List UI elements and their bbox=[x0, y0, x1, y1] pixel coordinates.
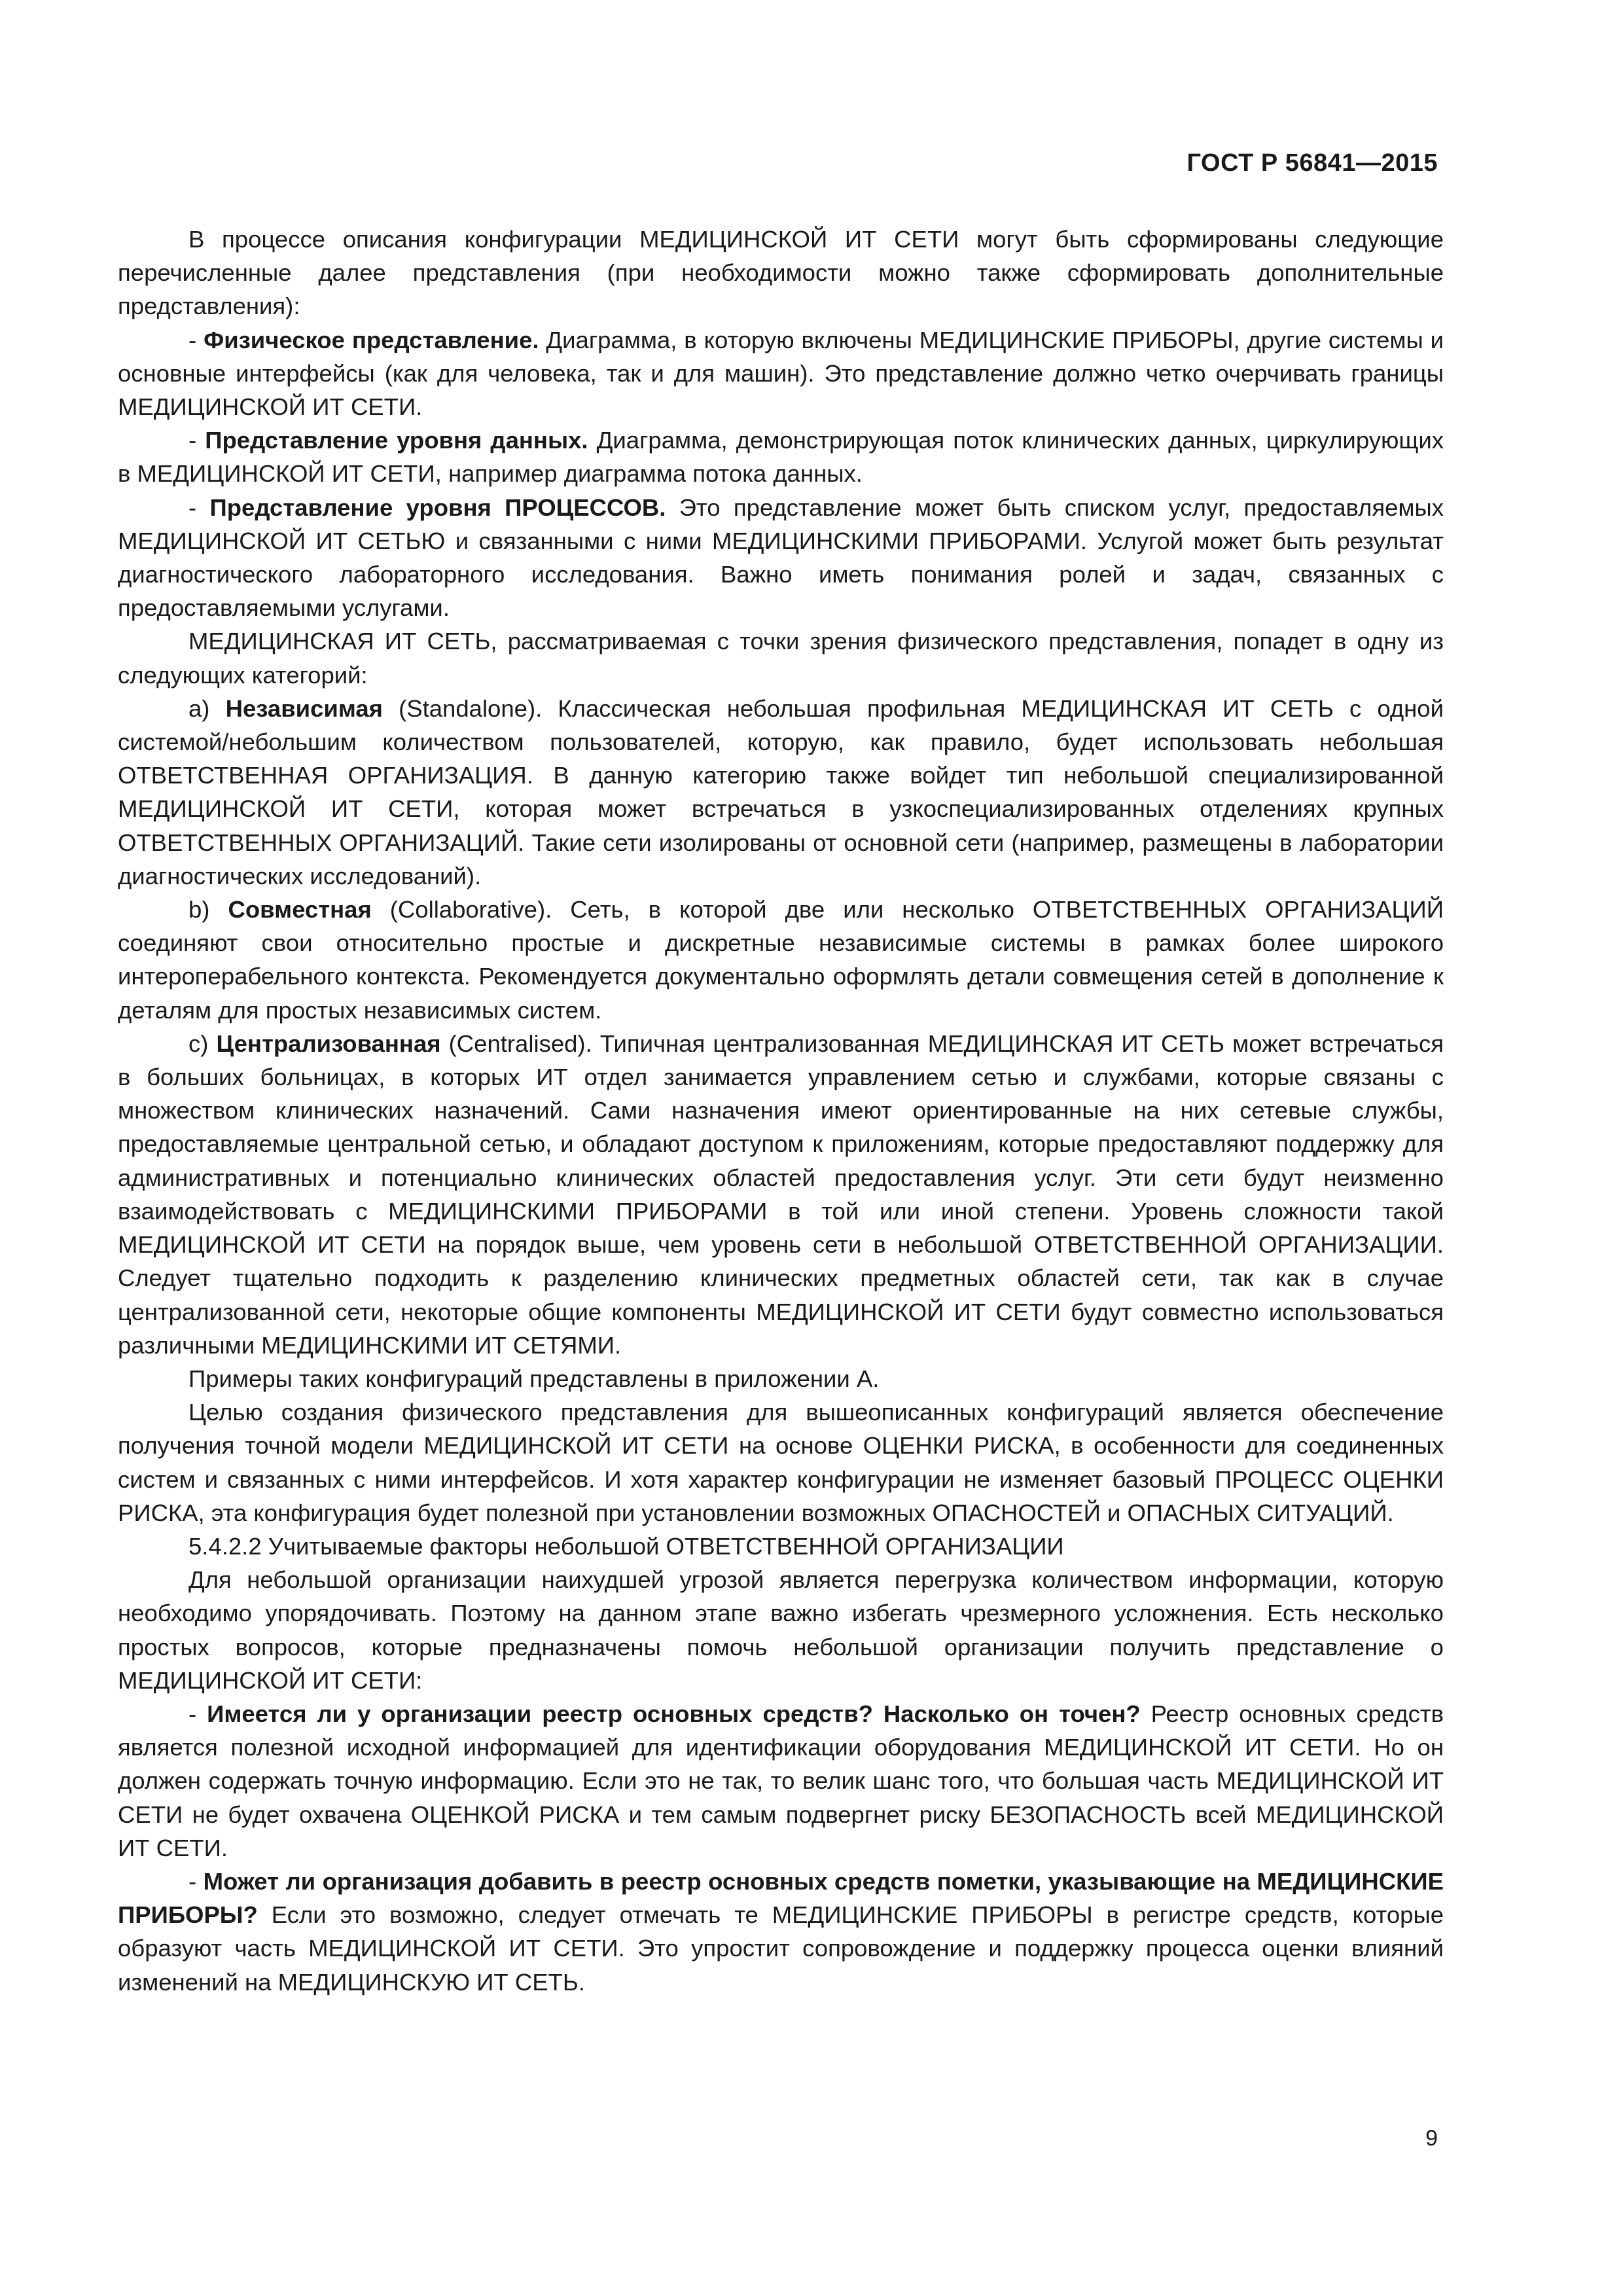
question-asset-register: - Имеется ли у организации реестр основных средств? Насколько он точен? Реестр основных средств является полезной исходной информацией для идентификации оборудования МЕДИЦИНСКОЙ ИТ СЕТИ. Но он должен содержать точную информацию. Если это не так, то велик шанс того, что большая часть МЕДИЦИНСКОЙ ИТ СЕТИ не будет охвачена ОЦЕНКОЙ РИСКА и тем самым подвергнет риску БЕЗОПАСНОСТЬ всей МЕДИЦИНСКОЙ ИТ СЕТИ. bbox=[118, 1700, 1444, 1861]
view-data-level: - Представление уровня данных. Диаграмма, демонстрирующая поток клинических данных, циркулирующих в МЕДИЦИНСКОЙ ИТ СЕТИ, например диаграмма потока данных. bbox=[118, 427, 1444, 488]
paragraph-categories-intro: МЕДИЦИНСКАЯ ИТ СЕТЬ, рассматриваемая с точки зрения физического представления, попадет в одну из следующих категорий: bbox=[118, 628, 1444, 689]
question-register-marks: - Может ли организация добавить в реестр основных средств пометки, указывающие на МЕДИЦИНСКИЕ ПРИБОРЫ? Если это возможно, следует отмечать те МЕДИЦИНСКИЕ ПРИБОРЫ в регистре средств, которые образуют часть МЕДИЦИНСКОЙ ИТ СЕТИ. Это упростит сопровождение и поддержку процесса оценки влияний изменений на МЕДИЦИНСКУЮ ИТ СЕТЬ. bbox=[118, 1867, 1444, 1996]
term-register-marks-question: Может ли организация добавить в реестр основных средств пометки, указывающие на МЕДИЦИНСКИЕ ПРИБОРЫ? bbox=[118, 1867, 1444, 1929]
term-standalone: Независимая bbox=[225, 694, 383, 722]
view-process-level: - Представление уровня ПРОЦЕССОВ. Это представление может быть списком услуг, предоставляемых МЕДИЦИНСКОЙ ИТ СЕТЬЮ и связанными с ними МЕДИЦИНСКИМИ ПРИБОРАМИ. Услугой может быть результат диагностического лабораторного исследования. Важно иметь понимания ролей и задач, связанных с предоставляемыми услугами. bbox=[118, 493, 1444, 622]
category-standalone: а) Независимая (Standalone). Классическая небольшая профильная МЕДИЦИНСКАЯ ИТ СЕТЬ с одной системой/небольшим количеством пользователей, которую, как правило, будет использовать небольшая ОТВЕТСТВЕННАЯ ОРГАНИЗАЦИЯ. В данную категорию также войдет тип небольшой специализированной МЕДИЦИНСКОЙ ИТ СЕТИ, которая может встречаться в узкоспециализированных отделениях крупных ОТВЕТСТВЕННЫХ ОРГАНИЗАЦИЙ. Такие сети изолированы от основной сети (например, размещены в лаборатории диагностических исследований). bbox=[118, 694, 1444, 889]
term-centralised: Централизованная bbox=[216, 1030, 441, 1057]
term-data-level: Представление уровня данных. bbox=[205, 427, 588, 454]
category-collaborative: b) Совместная (Collaborative). Сеть, в которой две или несколько ОТВЕТСТВЕННЫХ ОРГАНИЗАЦИЙ соединяют свои относительно простые и дискретные независимые системы в рамках более широкого интероперабельного контекста. Рекомендуется документально оформлять детали совмещения сетей в дополнение к деталям для простых независимых систем. bbox=[118, 896, 1444, 1024]
view-physical: - Физическое представление. Диаграмма, в которую включены МЕДИЦИНСКИЕ ПРИБОРЫ, другие системы и основные интерфейсы (как для человека, так и для машин). Это представление должно четко очерчивать границы МЕДИЦИНСКОЙ ИТ СЕТИ. bbox=[118, 326, 1444, 421]
section-heading: 5.4.2.2 Учитываемые факторы небольшой ОТВЕТСТВЕННОЙ ОРГАНИЗАЦИИ bbox=[188, 1532, 1064, 1560]
paragraph-section: Для небольшой организации наихудшей угрозой является перегрузка количеством информации, которую необходимо упорядочивать. Поэтому на данном этапе важно избегать чрезмерного усложнения. Есть несколько простых вопросов, которые предназначены помочь небольшой организации получить представление о МЕДИЦИНСКОЙ ИТ СЕТИ: bbox=[118, 1566, 1444, 1694]
paragraph-purpose: Целью создания физического представления для вышеописанных конфигураций является обеспечение получения точной модели МЕДИЦИНСКОЙ ИТ СЕТИ на основе ОЦЕНКИ РИСКА, в особенности для соединенных систем и связанных с ними интерфейсов. И хотя характер конфигурации не изменяет базовый ПРОЦЕСС ОЦЕНКИ РИСКА, эта конфигурация будет полезной при установлении возможных ОПАСНОСТЕЙ и ОПАСНЫХ СИТУАЦИЙ. bbox=[118, 1399, 1444, 1526]
term-process-level: Представление уровня ПРОЦЕССОВ. bbox=[209, 493, 666, 521]
term-physical-view: Физическое представление. bbox=[204, 326, 539, 353]
page-number: 9 bbox=[1425, 2126, 1438, 2151]
document-body bbox=[118, 223, 1444, 1999]
paragraph-examples: Примеры таких конфигураций представлены в приложении А. bbox=[188, 1365, 880, 1392]
paragraph-intro: В процессе описания конфигурации МЕДИЦИНСКОЙ ИТ СЕТИ могут быть сформированы следующие перечисленные далее представления (при необходимости можно также сформировать дополнительные представления): bbox=[118, 226, 1444, 320]
term-asset-register-question: Имеется ли у организации реестр основных средств? Насколько он точен? bbox=[207, 1700, 1141, 1727]
document-header: ГОСТ Р 56841—2015 bbox=[1186, 149, 1438, 177]
term-collaborative: Совместная bbox=[228, 896, 372, 924]
category-centralised: с) Централизованная (Centralised). Типичная централизованная МЕДИЦИНСКАЯ ИТ СЕТЬ может встречаться в больших больницах, в которых ИТ отдел занимается управлением сетью и службами, которые связаны с множеством клинических назначений. Сами назначения имеют ориентированные на них сетевые службы, предоставляемые центральной сетью, и обладают доступом к приложениям, которые предоставляют поддержку для административных и потенциально клинических областей предоставления услуг. Эти сети будут неизменно взаимодействовать с МЕДИЦИНСКИМИ ПРИБОРАМИ в той или иной степени. Уровень сложности такой МЕДИЦИНСКОЙ ИТ СЕТИ на порядок выше, чем уровень сети в небольшой ОТВЕТСТВЕННОЙ ОРГАНИЗАЦИИ. Следует тщательно подходить к разделению клинических предметных областей сети, так как в случае централизованной сети, некоторые общие компоненты МЕДИЦИНСКОЙ ИТ СЕТИ будут совместно использоваться различными МЕДИЦИНСКИМИ ИТ СЕТЯМИ. bbox=[118, 1030, 1444, 1359]
